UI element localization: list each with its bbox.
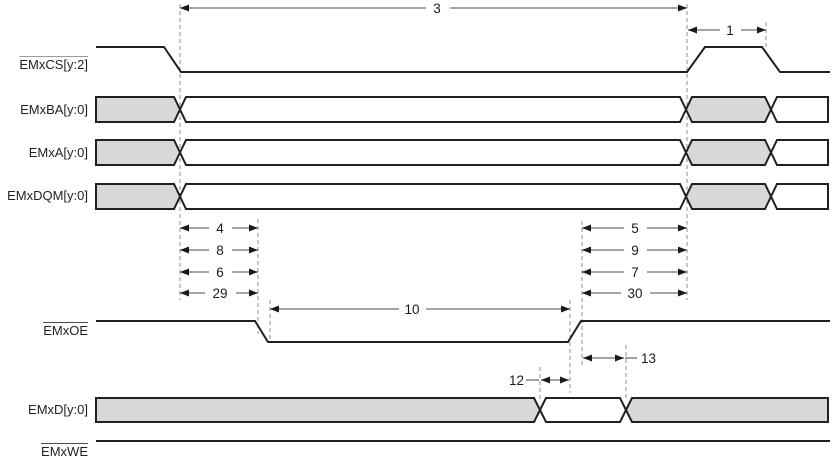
bus-segment-valid — [686, 184, 771, 209]
signal-label-emxdqm — [0, 188, 88, 204]
signal-label-emxoe — [0, 323, 88, 339]
waveform-emxoe — [96, 321, 830, 342]
dim-label-10: 10 — [404, 302, 420, 317]
dim-label-5: 5 — [631, 221, 639, 236]
waveform-emxd — [96, 398, 828, 422]
bus-segment-valid — [96, 398, 540, 422]
bus-segment-valid — [686, 140, 771, 165]
bus-segment — [540, 398, 626, 422]
dim-label-30: 30 — [627, 286, 643, 301]
dim-label-29: 29 — [212, 286, 228, 301]
waveform-emxdqm — [96, 184, 828, 209]
bus-segment-valid — [96, 184, 180, 209]
signal-name: EMxOE — [43, 323, 88, 338]
bus-segment — [771, 140, 828, 165]
bus-segment-valid — [626, 398, 828, 422]
signal-label-emxcs — [0, 57, 88, 73]
signal-label-emxa — [0, 145, 88, 161]
bus-segment — [180, 97, 686, 122]
signal-label-emxd — [0, 402, 88, 418]
bus-segment-valid — [96, 97, 180, 122]
bus-segment — [180, 184, 686, 209]
bus-segment — [771, 97, 828, 122]
waveform-emxcs — [96, 47, 830, 72]
signal-label-emxba — [0, 102, 88, 118]
signal-name: EMxWE — [41, 444, 88, 459]
signal-name: EMxA[y:0] — [28, 145, 88, 160]
bus-segment-valid — [686, 97, 771, 122]
dim-label-7: 7 — [631, 265, 639, 280]
dim-label-6: 6 — [216, 265, 224, 280]
bus-segment — [771, 184, 828, 209]
dim-label-8: 8 — [216, 243, 224, 258]
dim-label-1: 1 — [726, 23, 734, 38]
signal-label-emxwe — [0, 444, 88, 460]
bus-segment-valid — [96, 140, 180, 165]
bus-segment — [180, 140, 686, 165]
dim-label-9: 9 — [631, 243, 639, 258]
waveform-emxa — [96, 140, 828, 165]
dim-label-12: 12 — [508, 373, 524, 388]
dim-label-3: 3 — [433, 1, 441, 16]
dim-label-4: 4 — [216, 221, 224, 236]
signal-name: EMxDQM[y:0] — [7, 188, 88, 203]
dim-label-13: 13 — [641, 351, 657, 366]
waveform-emxba — [96, 97, 828, 122]
signal-name: EMxCS[y:2] — [19, 57, 88, 72]
signal-name: EMxD[y:0] — [28, 402, 88, 417]
signal-name: EMxBA[y:0] — [20, 102, 88, 117]
